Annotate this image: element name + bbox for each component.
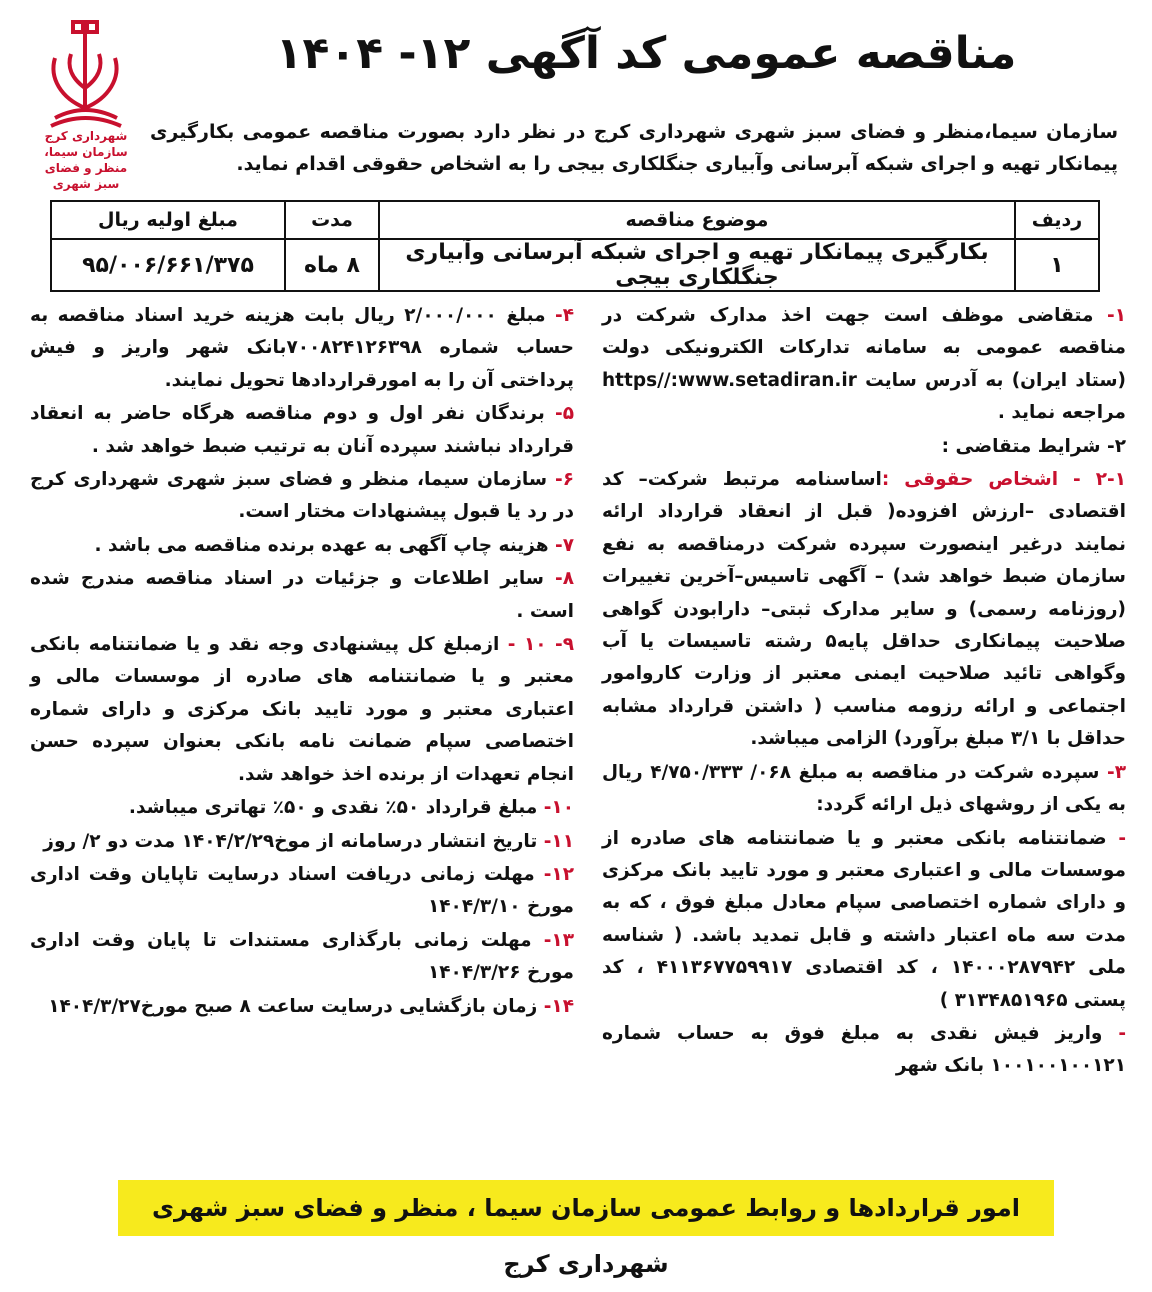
clause (30, 398, 574, 463)
header-duration: مدت (285, 201, 379, 239)
clause-text: واریز فیش نقدی به مبلغ فوق به حساب شماره ۱۰۰۱۰۰۱۰۰۱۲۱ بانک شهر (602, 1022, 1126, 1077)
clause-text: مهلت زمانی دریافت اسناد درسایت تاپایان وقت اداری مورخ ۱۴۰۴/۳/۱۰ (30, 863, 574, 918)
clause-text: ضمانتنامه بانکی معتبر و یا ضمانتنامه های صادره از موسسات مالی و اعتباری معتبر و مورد تایید بانک مرکزی و دارای شماره اختصاصی سپام معادل مبلغ فوق ، که به مدت سه ماه اعتبار داشته و قابل تمدید باشد. ( شناسه ملی ۱۴۰۰۰۲۸۷۹۴۲ ، کد اقتصادی ۴۱۱۳۶۷۷۵۹۹۱۷ ، کد پستی ۳۱۳۴۸۵۱۹۶۵ ) (602, 827, 1126, 1011)
cell-duration: ۸ ماه (285, 239, 379, 291)
table-header-row (51, 201, 1099, 239)
clause-number: ۴- (555, 305, 575, 326)
clause-number: ۷- (555, 534, 574, 556)
intro-paragraph: سازمان سیما،منظر و فضای سبز شهری شهرداری کرج در نظر دارد بصورت مناقصه عمومی بکارگیری پیمانکار تهیه و اجرای شبکه آبرسانی وآبیاری جنگلکاری بیجی را به اشخاص حقوقی اقدام نماید. (150, 121, 1118, 175)
clause-number: ۵- (555, 403, 574, 425)
clause-heading: ۲- شرایط متقاضی : (941, 435, 1126, 457)
clause-text: متقاضی موظف است جهت اخذ مدارک شرکت در مناقصه عمومی به سامانه تدارکات الکترونیکی دولت (ستاد ایران) به آدرس سایت https//:www.setadiran.ir مراجعه نماید . (602, 305, 1126, 424)
clause (602, 757, 1126, 822)
clause-number: ۸- (555, 568, 574, 590)
logo-emblem-icon (41, 18, 131, 128)
clause-text: سایر اطلاعات و جزئیات در اسناد مناقصه مندرج شده است . (30, 568, 574, 622)
clause-number: ۱۳- (543, 929, 574, 951)
footer-banner: امور قراردادها و روابط عمومی سازمان سیما ، منظر و فضای سبز شهری شهرداری کرج (118, 1180, 1054, 1236)
clause-number: - (1118, 1022, 1126, 1044)
left-column-clauses (30, 300, 574, 1024)
clause-number: - (1118, 827, 1126, 849)
clause-text: هزینه چاپ آگهی به عهده برنده مناقصه می باشد . (94, 534, 556, 556)
logo-caption-line-1: شهرداری کرج (44, 129, 128, 143)
clause-text: ازمبلغ کل پیشنهادی وجه نقد و یا ضمانتنامه بانکی معتبر و یا ضمانتنامه های صادره از موسسات مالی و اعتباری معتبر و مورد تایید بانک مرکزی و دارای شماره اختصاصی سپام ضمانت نامه بانکی بعنوان سپرده حسن انجام تعهدات از برنده اخذ خواهد شد. (30, 634, 574, 785)
clause (602, 431, 1126, 463)
clause (30, 826, 574, 858)
clause-text: مهلت زمانی بارگذاری مستندات تا پایان وقت اداری مورخ ۱۴۰۴/۳/۲۶ (30, 929, 574, 984)
municipality-logo (32, 18, 140, 191)
clause (30, 991, 574, 1023)
header-subject: موضوع مناقصه (379, 201, 1015, 239)
clause (602, 300, 1126, 430)
clause-number: ۲-۱ - اشخاص حقوقی : (881, 469, 1126, 491)
clause (30, 859, 574, 924)
clause (30, 792, 574, 824)
notice-title: مناقصه عمومی کد آگهی ۱۲- ۱۴۰۴ (275, 28, 1017, 79)
clause-number: ۱۱- (543, 830, 574, 852)
clause (602, 1018, 1126, 1083)
clause-text: اساسنامه مرتبط شرکت– کد اقتصادی –ارزش افزوده( قبل از انعقاد قرارداد ارائه نمایند درغیر اینصورت سپرده شرکت درمناقصه به نفع سازمان ضبط خواهد شد) – آگهی تاسیس–آخرین تغییرات (روزنامه رسمی) و سایر مدارک ثبتی– دارابودن گواهی صلاحیت پیمانکاری حداقل پایه۵ رشته تاسیسات یا آب وگواهی تائید صلاحیت ایمنی معتبر از وزارت کاروامور اجتماعی و ارائه رزومه مناسب ( داشتن قرارداد مشابه حداقل با ۳/۱ مبلغ برآورد) الزامی میباشد. (602, 469, 1126, 750)
clause-number: ۶- (555, 469, 574, 491)
clause (30, 563, 574, 628)
right-column-clauses (602, 300, 1126, 1084)
cell-row-number: ۱ (1015, 239, 1099, 291)
clause-number: ۳- (1107, 761, 1126, 783)
clause-number: ۹- ۱۰ - (507, 634, 574, 656)
clause (602, 464, 1126, 756)
cell-subject: بکارگیری پیمانکار تهیه و اجرای شبکه آبرسانی وآبیاری جنگلکاری بیجی (379, 239, 1015, 291)
logo-caption-line-3: سبز شهری (52, 177, 120, 191)
clause (30, 629, 574, 791)
clause-text: زمان بازگشایی درسایت ساعت ۸ صبح مورخ۱۴۰۴/۳/۲۷ (48, 995, 544, 1017)
clause-number: ۱- (1107, 305, 1126, 326)
clause (30, 925, 574, 990)
clause-number: ۱۰- (543, 797, 574, 819)
clause-text: مبلغ ۲/۰۰۰/۰۰۰ ریال بابت هزینه خرید اسناد مناقصه به حساب شماره ۷۰۰۸۲۴۱۲۶۳۹۸بانک شهر واریز و فیش پرداختی آن را به امورقراردادها تحویل نمایند. (30, 305, 574, 391)
logo-caption-line-2: سازمان سیما، منظر و فضای (44, 145, 128, 175)
clause-number: ۱۴- (543, 995, 574, 1017)
clause-text: تاریخ انتشار درسامانه از موخ۱۴۰۴/۲/۲۹ مدت دو ۲/ روز (43, 830, 544, 852)
clause (30, 300, 574, 397)
clause-text: برندگان نفر اول و دوم مناقصه هرگاه حاضر به انعقاد قرارداد نباشند سپرده آنان به ترتیب ضبط خواهد شد . (30, 403, 574, 457)
clause-text: مبلغ قرارداد ۵۰٪ نقدی و ۵۰٪ تهاتری میباشد. (128, 797, 544, 819)
clause-text: سپرده شرکت در مناقصه به مبلغ ۰۶۸/ ۴/۷۵۰/۳۳۳ ریال به یکی از روشهای ذیل ارائه گردد: (602, 761, 1126, 816)
header-amount: مبلغ اولیه ریال (51, 201, 285, 239)
cell-amount: ۹۵/۰۰۶/۶۶۱/۳۷۵ (51, 239, 285, 291)
tender-table (50, 200, 1100, 292)
clause-text: سازمان سیما، منظر و فضای سبز شهری شهرداری کرج در رد یا قبول پیشنهادات مختار است. (30, 469, 574, 523)
table-row (51, 239, 1099, 291)
clause (30, 530, 574, 562)
clause-number: ۱۲- (543, 863, 574, 885)
clause (30, 464, 574, 529)
header-row-number: ردیف (1015, 201, 1099, 239)
clause (602, 823, 1126, 1017)
